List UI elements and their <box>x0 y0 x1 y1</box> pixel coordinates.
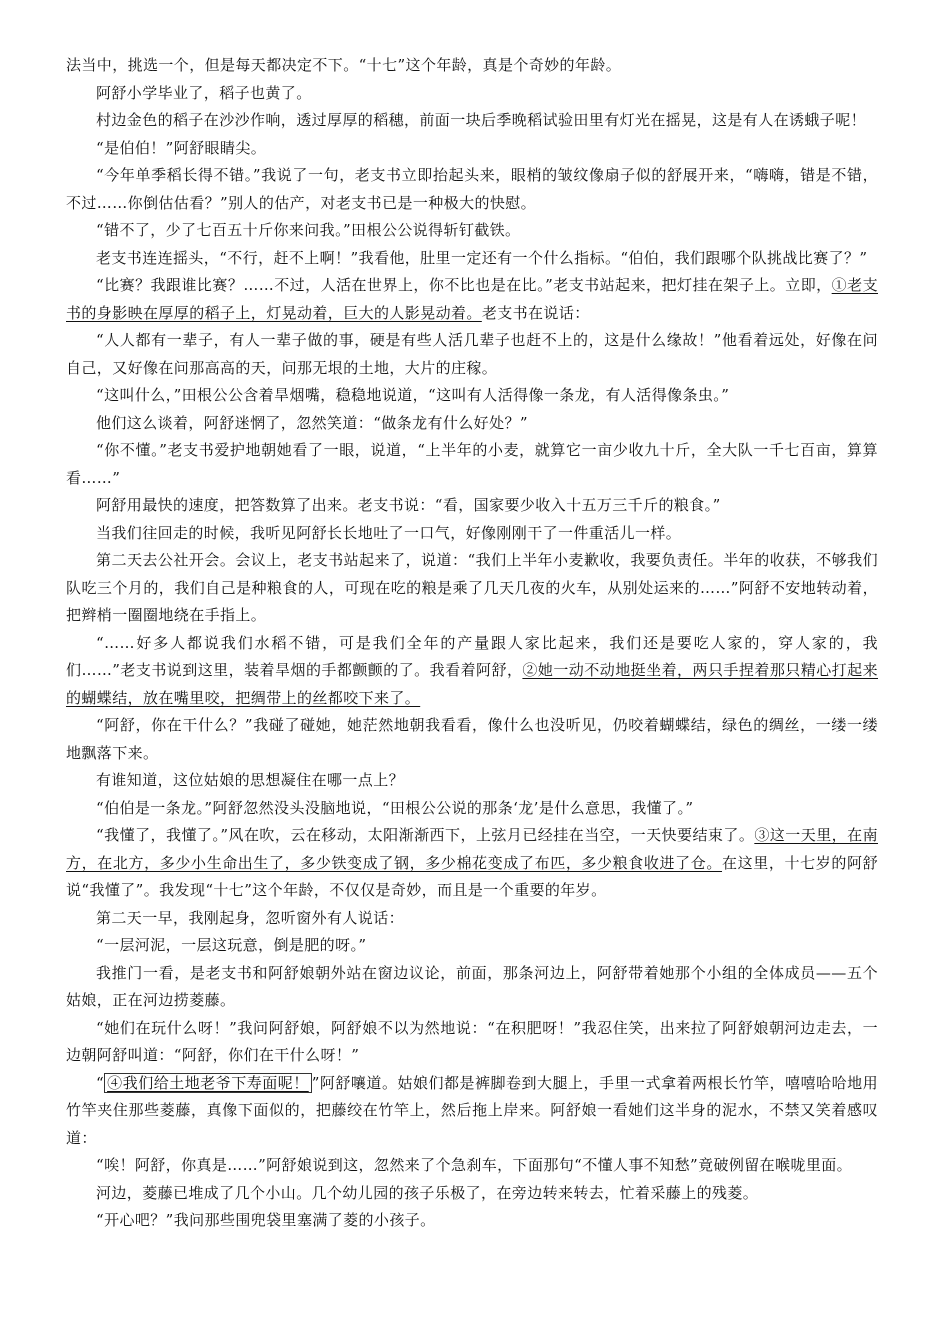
paragraph <box>66 437 878 492</box>
text-run: “我懂了，我懂了。”风在吹，云在移动，太阳渐渐西下，上弦月已经挂在当空，一天快要结束了。 <box>96 826 755 844</box>
paragraph <box>66 162 878 217</box>
paragraph <box>66 327 878 382</box>
text-run: “伯伯是一条龙。”阿舒忽然没头没脑地说，“田根公公说的那条‘龙’是什么意思，我懂了。” <box>96 798 694 817</box>
text-run: “ <box>96 1073 105 1092</box>
text-run: “一层河泥，一层这玩意，倒是肥的呀。” <box>96 936 367 954</box>
paragraph <box>66 547 878 630</box>
text-run: “这叫什么，”田根公公含着旱烟嘴，稳稳地说道，“这叫有人活得像一条龙，有人活得像条虫。” <box>96 386 730 404</box>
paragraph <box>66 960 878 1015</box>
text-run: 老支书在说话： <box>481 303 590 322</box>
text-run: ”阿舒嚷道。姑娘们都是裤脚卷到大腿上，手里一式拿着两根长竹竿，嘻嘻哈哈地用竹竿夹住那些菱藤，真像下面似的，把藤绞在竹竿上，然后拖上岸来。阿舒娘一看她们这半身的泥水，不禁又笑着感叹道： <box>66 1073 878 1147</box>
paragraph <box>66 135 878 163</box>
text-run: “比赛？我跟谁比赛？……不过，人活在世界上，你不比也是在比。”老支书站起来，把灯挂在架子上。立即， <box>96 276 832 294</box>
paragraph <box>66 217 878 245</box>
paragraph <box>66 382 878 410</box>
text-run: 河边，菱藤已堆成了几个小山。几个幼儿园的孩子乐极了，在旁边转来转去，忙着采藤上的残菱。 <box>96 1183 759 1202</box>
paragraph <box>66 492 878 520</box>
text-run: “……好多人都说我们水稻不错，可是我们全年的产量跟人家比起来，我们还是要吃人家的，穿人家的，我们……”老支书说到这里，装着旱烟的手都颤颤的了。我看着阿舒， <box>66 633 878 679</box>
text-run: 老支书连连摇头，“不行，赶不上啊！”我看他，肚里一定还有一个什么指标。“伯伯，我们跟哪个队挑战比赛了？” <box>96 248 868 267</box>
text-run: 在这里，十七岁的阿舒说“我懂了”。我发现“十七”这个年龄，不仅仅是奇妙，而且是一个重要的年岁。 <box>66 853 878 899</box>
paragraph <box>66 795 878 823</box>
paragraph <box>66 767 878 795</box>
text-run: “是伯伯！”阿舒眼睛尖。 <box>96 138 267 157</box>
underlined-passage: ②她一动不动地挺坐着，两只手捏着那只精心打起来的蝴蝶结，放在嘴里咬，把绸带上的丝都咬下来了。 <box>66 661 878 707</box>
paragraph <box>66 932 878 960</box>
text-run: 阿舒用最快的速度，把答数算了出来。老支书说：“看，国家要少收入十五万三千斤的粮食。” <box>96 496 721 514</box>
paragraph <box>66 1070 878 1153</box>
paragraph <box>66 1207 878 1235</box>
paragraph <box>66 410 878 438</box>
paragraph <box>66 80 878 108</box>
text-run: 他们这么谈着，阿舒迷惘了，忽然笑道：“做条龙有什么好处？” <box>96 413 528 432</box>
paragraph <box>66 1180 878 1208</box>
paragraph <box>66 822 878 905</box>
paragraph <box>66 245 878 273</box>
paragraph <box>66 630 878 713</box>
underlined-passage: ①老支书的身影映在厚厚的稻子上，灯晃动着，巨大的人影晃动着。 <box>66 276 878 322</box>
paragraph <box>66 107 878 135</box>
text-run: “阿舒，你在干什么？”我碰了碰她，她茫然地朝我看看，像什么也没听见，仍咬着蝴蝶结，绿色的绸丝，一缕一缕地飘落下来。 <box>66 716 878 762</box>
paragraph <box>66 520 878 548</box>
underlined-passage: ④我们给土地老爷下寿面呢！ <box>104 1073 312 1093</box>
paragraph <box>66 272 878 327</box>
text-run: 村边金色的稻子在沙沙作响，透过厚厚的稻穗，前面一块后季晚稻试验田里有灯光在摇晃，这是有人在诱蛾子呢！ <box>96 111 867 129</box>
text-run: “今年单季稻长得不错。”我说了一句，老支书立即抬起头来，眼梢的皱纹像扇子似的舒展开来，“嗨嗨，错是不错，不过……你倒估估看？”别人的估产，对老支书已是一种极大的快慰。 <box>66 166 878 212</box>
text-run: 有谁知道，这位姑娘的思想凝住在哪一点上？ <box>96 771 405 789</box>
paragraph <box>66 1152 878 1180</box>
text-run: 法当中，挑选一个，但是每天都决定不下。“十七”这个年龄，真是个奇妙的年龄。 <box>66 56 622 74</box>
paragraph <box>66 1015 878 1070</box>
text-run: 第二天去公社开会。会议上，老支书站起来了，说道：“我们上半年小麦歉收，我要负责任。半年的收获，不够我们队吃三个月的，我们自己是种粮食的人，可现在吃的粮是乘了几天几夜的火车，从别处运来的……”阿舒不安地转动着，把辫梢一圈圈地绕在手指上。 <box>66 551 878 624</box>
text-run: “你不懂。”老支书爱护地朝她看了一眼，说道，“上半年的小麦，就算它一亩少收九十斤，全大队一千七百亩，算算看……” <box>66 441 878 487</box>
text-run: 第二天一早，我刚起身，忽听窗外有人说话： <box>96 908 405 927</box>
text-run: “错不了，少了七百五十斤你来问我。”田根公公说得斩钉截铁。 <box>96 221 521 239</box>
text-run: “人人都有一辈子，有人一辈子做的事，硬是有些人活几辈子也赶不上的，这是什么缘故！”他看着远处，好像在问自己，又好像在问那高高的天，问那无垠的土地，大片的庄稼。 <box>66 331 878 377</box>
paragraph <box>66 52 878 80</box>
text-run: 阿舒小学毕业了，稻子也黄了。 <box>96 83 312 102</box>
text-run: 当我们往回走的时候，我听见阿舒长长地吐了一口气，好像刚刚干了一件重活儿一样。 <box>96 523 682 542</box>
paragraph <box>66 712 878 767</box>
text-run: 我推门一看，是老支书和阿舒娘朝外站在窗边议论，前面，那条河边上，阿舒带着她那个小组的全体成员——五个姑娘，正在河边捞菱藤。 <box>66 963 878 1009</box>
text-run: “她们在玩什么呀！”我问阿舒娘，阿舒娘不以为然地说：“在积肥呀！”我忍住笑，出来拉了阿舒娘朝河边走去，一边朝阿舒叫道：“阿舒，你们在干什么呀！” <box>66 1018 878 1064</box>
underlined-passage: ③这一天里，在南方，在北方，多少小生命出生了，多少铁变成了钢，多少棉花变成了布匹，多少粮食收进了仓。 <box>66 826 878 872</box>
paragraph <box>66 905 878 933</box>
text-run: “唉！阿舒，你真是……”阿舒娘说到这，忽然来了个急刹车，下面那句“不懂人事不知愁”竟破例留在喉咙里面。 <box>96 1156 853 1174</box>
text-run: “开心吧？”我问那些围兜袋里塞满了菱的小孩子。 <box>96 1211 436 1229</box>
